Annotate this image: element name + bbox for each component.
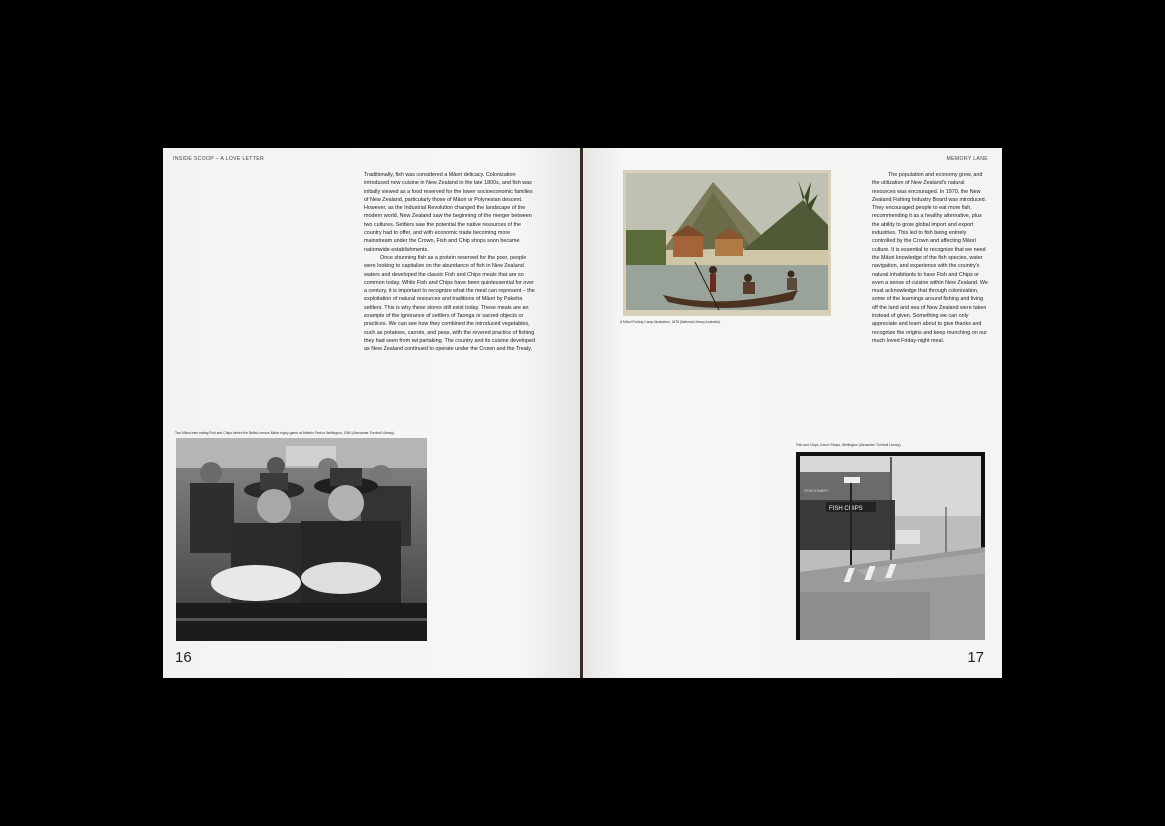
right-paragraph: The population and economy grew, and the utilization of New Zealand's natural resources was encouraged. In 1970, the New Zealand Fishing Industry Board was introduced. They encouraged people to eat more fish, recommending it as a healthy alternative, plus the ability to grow global import and export industries. This led to fish being entirely controlled by the Crown and affecting Māori culture. It is essential to recognize that we need the Māori knowledge of the fish species, water navigation, and experience with the country's natural inhabitants to have Fish and Chips or even a sense of cuisine within New Zealand. We must acknowledge that through colonization, some of the learnings around fishing and living off the land and sea of New Zealand were taken instead of given. Something we can only appreciate and learn about to give thanks and recognize the origins and keep munching on our much loved Friday-night meal.: [872, 172, 988, 344]
stationery-sign: STATIONERY: [804, 488, 829, 493]
illustration-caption: A Māori Fishing Camp illustration, 1878 (National Library Australia).: [620, 320, 721, 324]
shop-sign: FISH CHIPS: [829, 506, 863, 512]
right-body-text: [872, 171, 989, 345]
left-body-text: [364, 171, 537, 354]
maori-men-eating-photo: [176, 438, 427, 641]
karori-shops-photo: [796, 452, 985, 640]
right-photo-caption: Fish and Chips, Karori Shops, Wellington (Alexander Turnbull Library).: [796, 443, 902, 447]
left-page: [163, 148, 580, 678]
right-running-header: MEMORY LANE: [946, 156, 988, 162]
left-paragraph-1: Traditionally, fish was considered a Māori delicacy. Colonization introduced new cuisine in New Zealand in the late 1800s, and fish was initially viewed as a food reserved for the lower socioeconomic families of New Zealand, particularly those of Māori or Polynesian descent. However, as the Industrial Revolution changed the landscape of the modern world, New Zealand saw the beginning of the merger between two cultures. Settlers saw the potential the native resources of the country had to offer, and with economic trade becoming more mainstream under the Crown, Fish and Chip shops soon became nationwide establishments.: [364, 172, 533, 253]
right-page: [583, 148, 1002, 678]
left-paragraph-2: Once shunning fish as a protein reserved for the poor, people were looking to capitalize on the abundance of fish in New Zealand waters and developed the classic Fish and Chips meals that are so common today. While Fish and Chips have been quintessential for over a century, it is important to recognize what the meal can represent – the exploitation of natural resources and traditions of Māori by Pakeha settlers. This is why these stores still exist today. These meals are an example of the ignorance of settlers of Taonga or sacred objects or practices. We can see how they combined the introduced vegetables, such as potatoes, carrots, and peas, with the revered practice of fishing they had seen from iwi partaking. The country and its cuisine developed as New Zealand continued to operate under the Crown and the Treaty.: [364, 254, 536, 353]
right-page-number: 17: [967, 649, 984, 666]
left-page-number: 16: [175, 649, 192, 666]
left-running-header: INSIDE SCOOP – A LOVE LETTER: [173, 156, 265, 162]
maori-fishing-camp-illustration: [623, 170, 831, 316]
left-photo-caption: Two Māori men eating Fish and Chips before the British-versus-Māori rugby game at Athletic Park in Wellington, 1950 (Alexander Turnbull Library).: [175, 431, 396, 435]
